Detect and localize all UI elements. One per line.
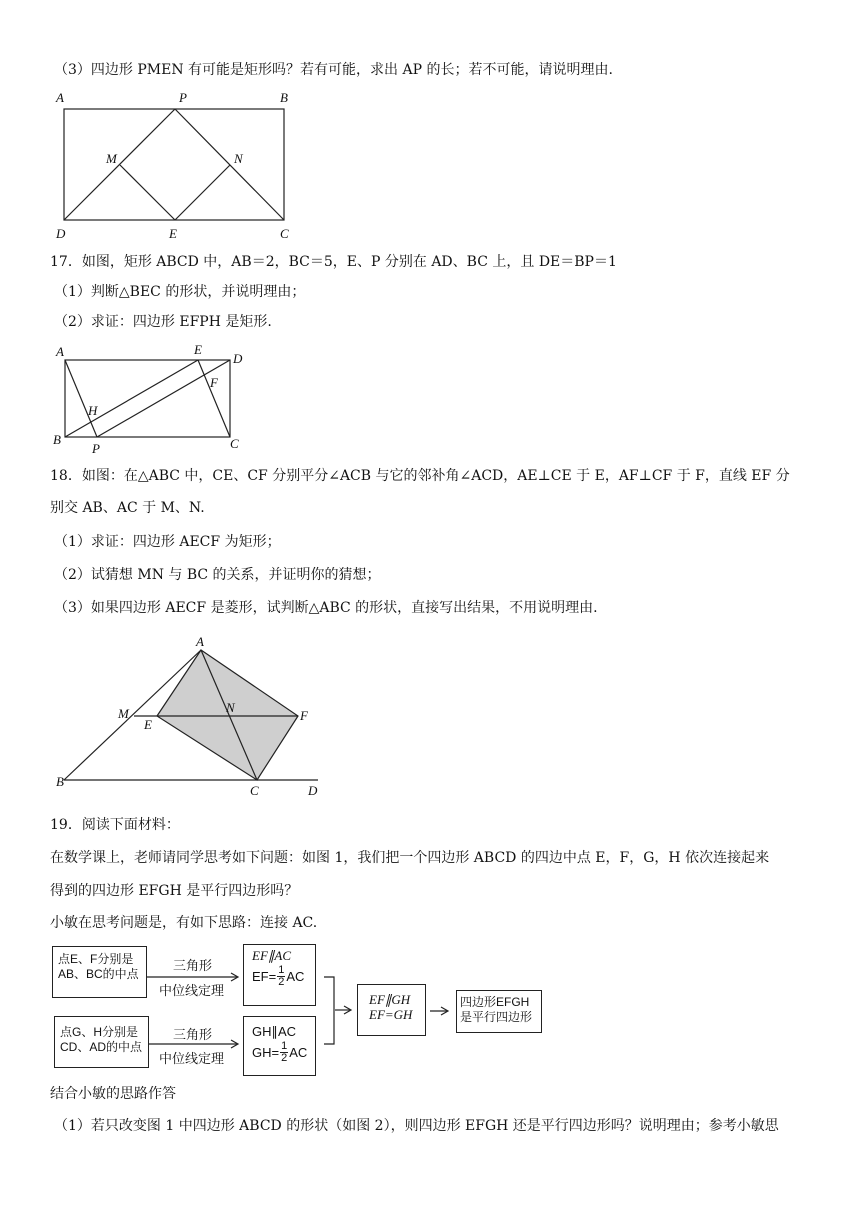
label-D: D (308, 783, 318, 798)
flowchart-box-gh-midpoints (54, 1016, 149, 1068)
res2-tail: AC (289, 1045, 308, 1060)
q18-stem-line2: 别交 AB、AC 于 M、N. (50, 500, 205, 516)
label-F: F (210, 375, 218, 390)
arrow2-top: 三角形 (173, 1027, 213, 1042)
label-A: A (56, 90, 64, 105)
label-A: A (56, 344, 64, 359)
label-C: C (250, 783, 259, 798)
label-D: D (56, 226, 66, 241)
label-P: P (92, 441, 100, 456)
flowchart-box-ef-gh (357, 984, 426, 1036)
q18-part2: （2）试猜想 MN 与 BC 的关系，并证明你的猜想； (54, 567, 381, 583)
box1-line1: 点E、F分别是 (58, 952, 134, 966)
q19-material-line1: 在数学课上，老师请同学思考如下问题：如图 1，我们把一个四边形 ABCD 的四边中点 E，F，G，H 依次连接起来 (50, 850, 770, 866)
box2-line1: 点G、H分别是 (60, 1025, 139, 1039)
box2-line2: CD、AD的中点 (60, 1040, 143, 1054)
label-B: B (53, 432, 61, 447)
res2-line2: GH= (252, 1045, 280, 1060)
flowchart (50, 940, 570, 1080)
q19-hint: 小敏在思考问题是，有如下思路：连接 AC. (50, 915, 318, 931)
label-H: H (88, 403, 98, 418)
flowchart-box-ef-result (243, 944, 316, 1006)
label-B: B (280, 90, 288, 105)
q18-part1: （1）求证：四边形 AECF 为矩形； (54, 534, 281, 550)
label-N: N (226, 700, 235, 715)
flowchart-box-conclusion (456, 990, 542, 1033)
q17-stem: 17．如图，矩形 ABCD 中，AB＝2，BC＝5，E、P 分别在 AD、BC 上，且 DE＝BP＝1 (50, 254, 617, 270)
label-N: N (234, 151, 243, 166)
final-line2: 是平行四边形 (460, 1010, 533, 1024)
arrow1-bottom: 中位线定理 (159, 983, 225, 998)
fraction-half: $\frac{1}{2}$ (278, 964, 285, 988)
label-E: E (194, 342, 202, 357)
mid-line2: EF=GH (369, 1007, 413, 1022)
q19-part1: （1）若只改变图 1 中四边形 ABCD 的形状（如图 2），则四边形 EFGH 还是平行四边形吗？说明理由；参考小敏思 (54, 1118, 779, 1134)
res1-tail: AC (286, 969, 305, 984)
mid-line1: EF∥GH (369, 992, 411, 1007)
q18-stem-line1: 18．如图：在△ABC 中，CE、CF 分别平分∠ACB 与它的邻补角∠ACD，AE⊥CE 于 E，AF⊥CF 于 F，直线 EF 分 (50, 468, 790, 484)
q19-after: 结合小敏的思路作答 (50, 1086, 176, 1102)
label-A: A (196, 634, 204, 649)
label-B: B (56, 774, 64, 789)
q19-title: 19．阅读下面材料： (50, 817, 180, 833)
label-C: C (280, 226, 289, 241)
q16-figure (50, 88, 310, 248)
label-E: E (169, 226, 177, 241)
q17-part2: （2）求证：四边形 EFPH 是矩形. (54, 314, 272, 330)
arrow2-bottom: 中位线定理 (159, 1051, 225, 1066)
label-M: M (118, 706, 129, 721)
label-M: M (106, 151, 117, 166)
label-E: E (144, 717, 152, 732)
q17-part1: （1）判断△BEC 的形状，并说明理由； (54, 284, 306, 300)
fraction-half: $\frac{1}{2}$ (281, 1040, 288, 1064)
arrow1-top: 三角形 (173, 958, 213, 973)
label-F: F (300, 708, 308, 723)
res1-line2: EF= (252, 969, 277, 984)
flowchart-box-ef-midpoints (52, 946, 147, 998)
q16-part3: （3）四边形 PMEN 有可能是矩形吗？若有可能，求出 AP 的长；若不可能，请说明理由. (54, 62, 613, 78)
final-line1: 四边形EFGH (460, 995, 530, 1009)
label-C: C (230, 436, 239, 451)
q17-figure (50, 340, 260, 455)
label-P: P (179, 90, 187, 105)
res1-line1: EF∥AC (252, 948, 291, 963)
q18-figure (50, 632, 340, 802)
res2-line1: GH∥AC (252, 1024, 297, 1039)
q18-part3: （3）如果四边形 AECF 是菱形，试判断△ABC 的形状，直接写出结果，不用说明理由. (54, 600, 598, 616)
flowchart-box-gh-result (243, 1016, 316, 1076)
label-D: D (233, 351, 243, 366)
q19-material-line2: 得到的四边形 EFGH 是平行四边形吗？ (50, 883, 299, 899)
box1-line2: AB、BC的中点 (58, 967, 139, 981)
